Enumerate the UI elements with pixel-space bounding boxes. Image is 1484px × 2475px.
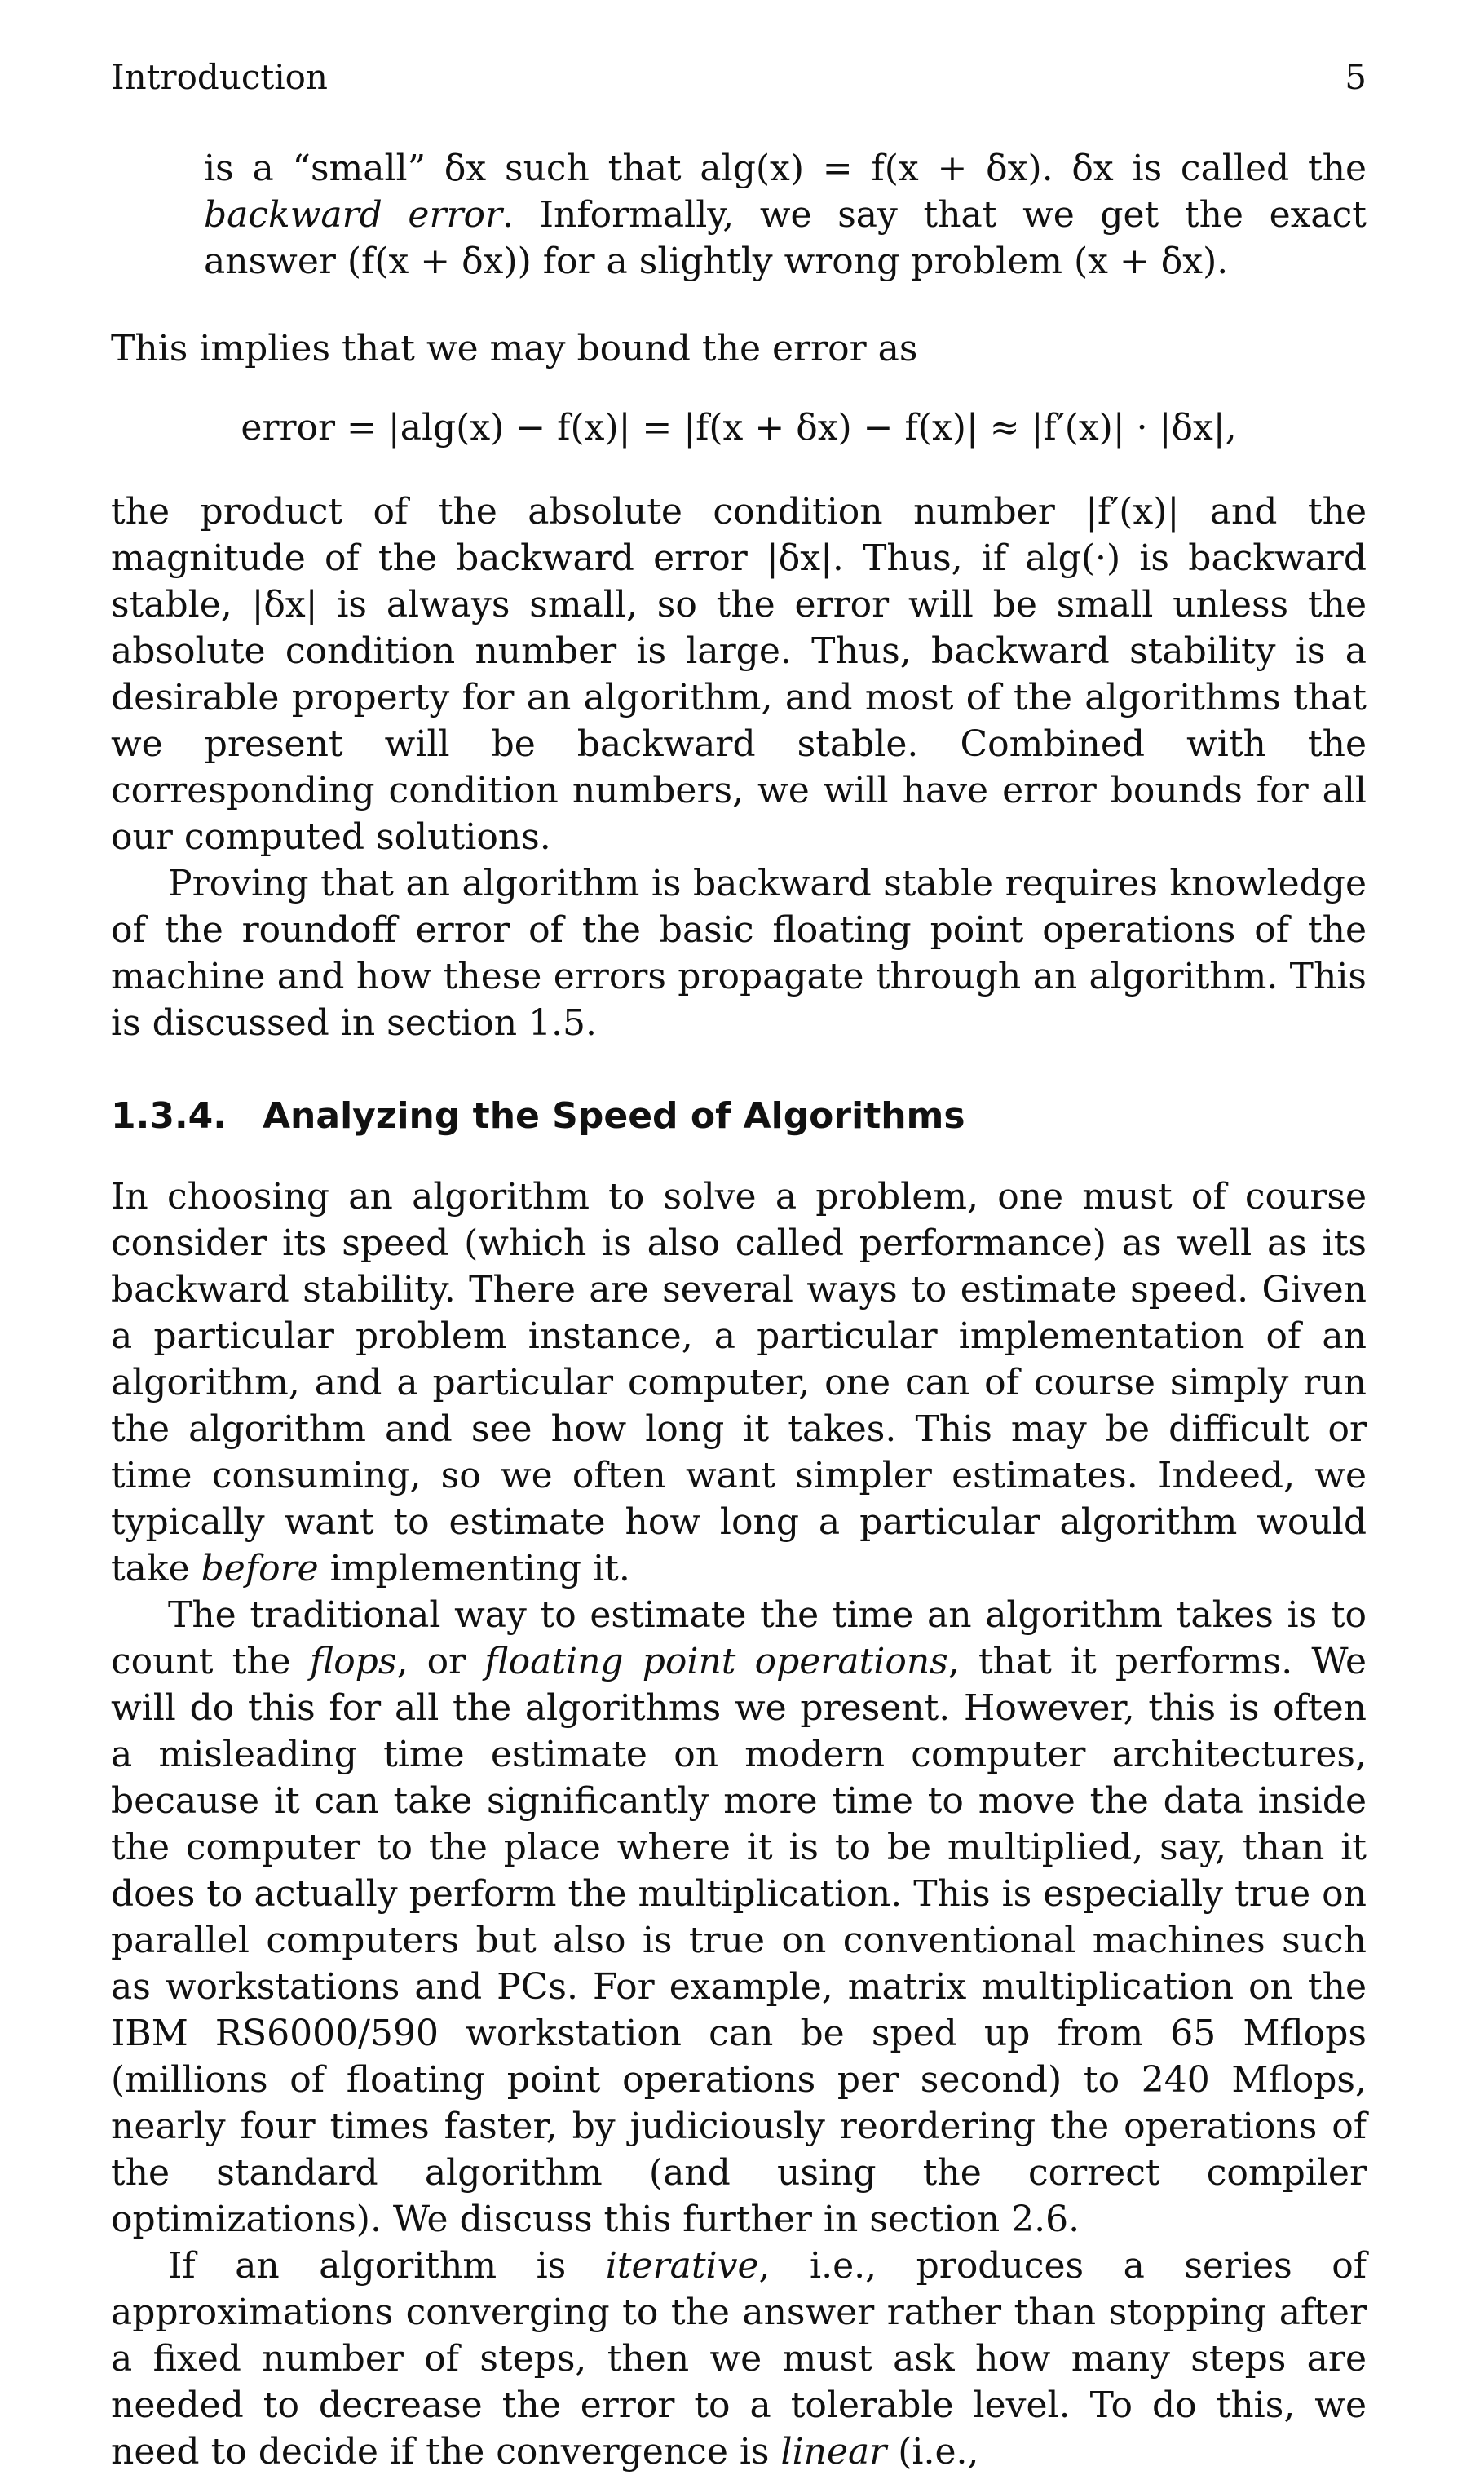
paragraph-speed xyxy=(111,1173,1367,1592)
intro-line: This implies that we may bound the error as xyxy=(111,328,918,369)
flops-text-mid: , or xyxy=(396,1641,485,1682)
paragraph-condition-number: the product of the absolute condition number |f′(x)| and the magnitude of the backward error |δx|. Thus, if alg(·) is backward stable, |δx| is always small, so the error will be small unless the absolute condition number is large. Thus, backward stability is a desirable property for an algorithm, and most of the algorithms that we present will be backward stable. Combined with the corresponding condition numbers, we will have error bounds for all our computed solutions. xyxy=(111,491,1367,858)
iterative-text-pre: If an algorithm is xyxy=(168,2245,606,2287)
speed-emphasis: before xyxy=(201,1548,319,1589)
section-heading xyxy=(111,1092,1367,1141)
speed-text-post: implementing it. xyxy=(318,1548,630,1589)
flops-term: flops xyxy=(309,1641,397,1682)
flops-text-post: , that it performs. We will do this for all the algorithms we present. However, this is often a misleading time estimate on modern computer architectures, because it can take significantly more time to move the data inside the computer to the place where it is to be multiplied, say, than it does to actually perform the multiplication. This is especially true on parallel computers but also is true on conventional machines such as workstations and PCs. For example, matrix multiplication on the IBM RS6000/590 workstation can be sped up from 65 Mflops (millions of floating point operations per second) to 240 Mflops, nearly four times faster, by judiciously reordering the operations of the standard algorithm (and using the correct compiler optimizations). We discuss this further in section 2.6. xyxy=(111,1641,1367,2240)
page-number: 5 xyxy=(1345,57,1367,97)
iterative-text-mid: , i.e., produces a series of approximations converging to the answer rather than stopping after a fixed number of steps, then we must ask how many steps are needed to decrease the error to a tolerable level. To do this, we need to decide if the convergence is xyxy=(111,2245,1367,2473)
definition-term: backward error xyxy=(204,194,503,236)
flops-text-pre: The traditional way to estimate the time an algorithm takes is to count the xyxy=(111,1594,1367,1682)
speed-text-pre: In choosing an algorithm to solve a problem, one must of course consider its speed (which is also called performance) as well as its backward stability. There are several ways to estimate speed. Given a particular problem instance, a particular implementation of an algorithm, and a particular computer, one can of course simply run the algorithm and see how long it takes. This may be difficult or time consuming, so we often want simpler estimates. Indeed, we typically want to estimate how long a particular algorithm would take xyxy=(111,1176,1367,1589)
iterative-text-post: (i.e., xyxy=(886,2431,979,2473)
section-title: Analyzing the Speed of Algorithms xyxy=(263,1095,965,1137)
section-number: 1.3.4. xyxy=(111,1095,227,1137)
error-bound-equation: error = |alg(x) − f(x)| = |f(x + δx) − f(x)| ≈ |f′(x)| · |δx|, xyxy=(241,407,1237,449)
backward-error-definition xyxy=(204,145,1367,285)
iterative-term: iterative xyxy=(605,2245,759,2287)
running-head-title: Introduction xyxy=(111,57,328,97)
floating-point-term: floating point operations xyxy=(484,1641,948,1682)
paragraph-iterative xyxy=(111,2243,1367,2475)
definition-text-post: . Informally, we say that we get the exact answer (f(x + δx)) for a slightly wrong problem (x + δx). xyxy=(204,194,1367,282)
page xyxy=(111,57,1367,2475)
linear-term: linear xyxy=(780,2431,887,2473)
paragraph-flops xyxy=(111,1592,1367,2243)
running-head xyxy=(111,57,1367,98)
definition-text-pre: is a “small” δx such that alg(x) = f(x + δx). δx is called the xyxy=(204,148,1367,189)
paragraph-proving-stability: Proving that an algorithm is backward stable requires knowledge of the roundoff error of the basic floating point operations of the machine and how these errors propagate through an algorithm. This is discussed in section 1.5. xyxy=(111,863,1367,1044)
